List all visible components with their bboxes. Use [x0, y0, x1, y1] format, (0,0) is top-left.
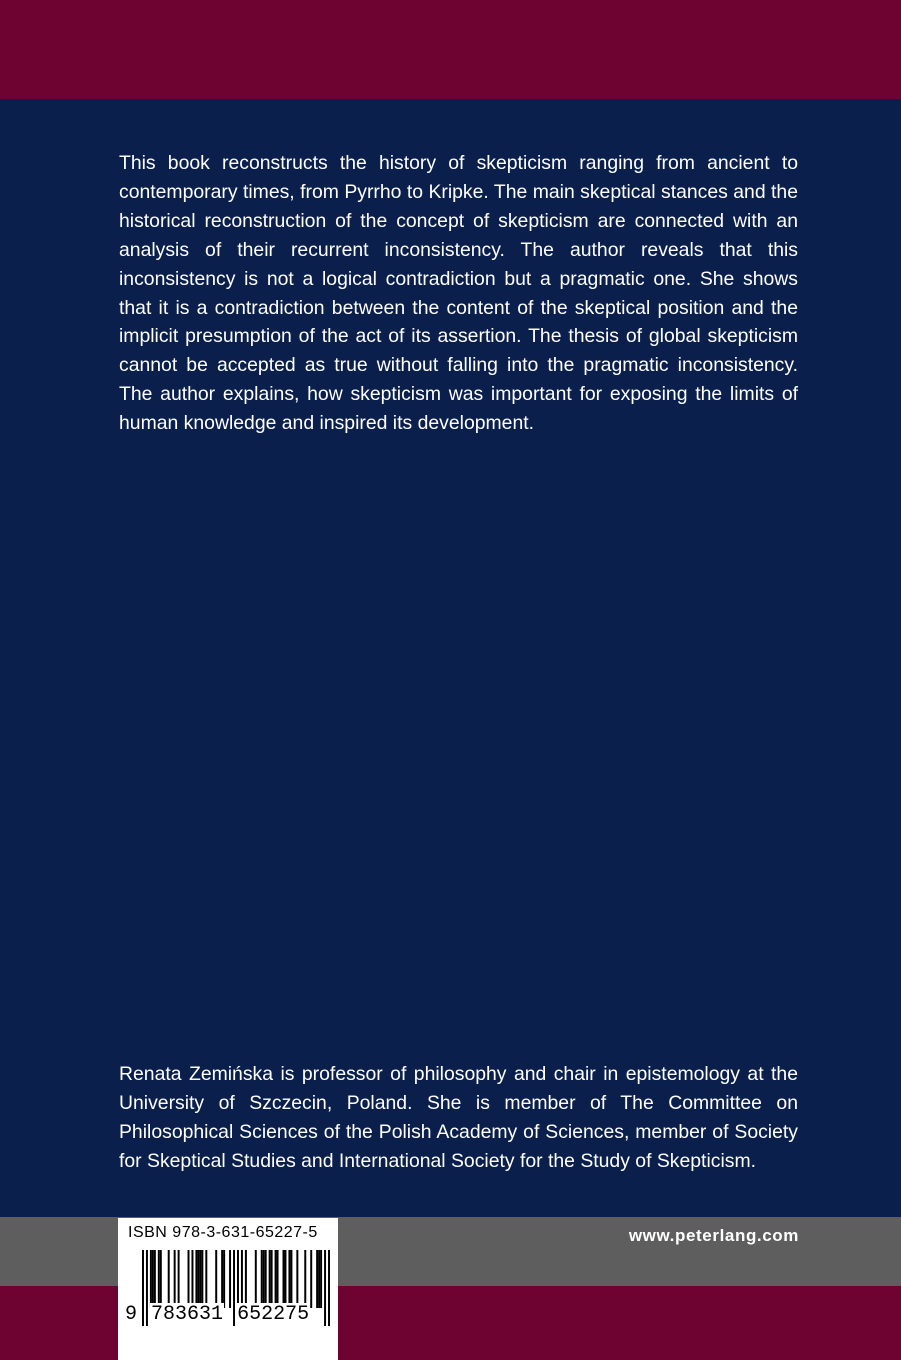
barcode-bar	[304, 1250, 306, 1308]
barcode-bar	[168, 1250, 170, 1308]
barcode-bar	[271, 1250, 273, 1308]
isbn-label: ISBN 978-3-631-65227-5	[128, 1224, 318, 1241]
barcode-bar	[197, 1250, 199, 1308]
author-bio: Renata Zemińska is professor of philosophy and chair in epistemology at the University of Szczecin, Poland. She is member of The Committee on Philosophical Sciences of the Polish Academy of Sciences, member of Society for Skeptical Studies and International Society for the Study of Skepticism.	[119, 1063, 798, 1172]
barcode-bar	[241, 1250, 243, 1308]
publisher-website: www.peterlang.com	[628, 1226, 799, 1245]
barcode-left-digits: 783631	[151, 1303, 224, 1326]
barcode-right-digits: 652275	[237, 1303, 310, 1326]
barcode-bar	[263, 1250, 265, 1308]
barcode-bar	[195, 1250, 197, 1308]
barcode-bar	[174, 1250, 176, 1308]
barcode-bar	[318, 1250, 320, 1308]
barcode-bar	[201, 1250, 203, 1308]
barcode-bar	[283, 1250, 285, 1308]
barcode-bar	[275, 1250, 277, 1308]
barcode-bar	[154, 1250, 156, 1308]
barcode-bar	[205, 1250, 207, 1308]
barcode-bar	[284, 1250, 286, 1308]
barcode-bar	[324, 1250, 326, 1326]
top-maroon-band	[0, 0, 901, 99]
barcode-bar	[265, 1250, 267, 1308]
barcode-bar	[229, 1250, 231, 1308]
barcode-bar	[288, 1250, 290, 1308]
barcode-bar	[320, 1250, 322, 1308]
book-description: This book reconstructs the history of skepticism ranging from ancient to contemporary times, from Pyrrho to Kripke. The main skeptical stances and the historical reconstruction of the concept of skepticism are connected with an analysis of their recurrent inconsistency. The author reveals that this inconsistency is not a logical contradiction but a pragmatic one. She shows that it is a contradiction between the content of the skeptical position and the implicit presumption of the act of its assertion. The thesis of global skepticism cannot be accepted as true without falling into the pragmatic inconsistency. The author explains, how skepticism was important for exposing the limits of human knowledge and inspired its development.	[119, 152, 798, 435]
barcode-bar	[269, 1250, 271, 1308]
barcode-bar	[215, 1250, 217, 1308]
barcode-digits	[124, 1303, 310, 1326]
barcode-bar	[223, 1250, 225, 1308]
barcode-bar	[150, 1250, 152, 1308]
barcode-bar	[158, 1250, 160, 1308]
barcode-bar	[296, 1250, 298, 1308]
barcode-bar	[255, 1250, 257, 1308]
barcode-bar	[188, 1250, 190, 1308]
barcode-bar	[152, 1250, 154, 1308]
barcode-bar	[191, 1250, 193, 1308]
barcode-bar	[199, 1250, 201, 1308]
barcode-bar	[245, 1250, 247, 1308]
barcode-bar	[277, 1250, 279, 1308]
barcode-box	[118, 1218, 338, 1360]
barcode-bar	[310, 1250, 312, 1308]
barcode-bar	[261, 1250, 263, 1308]
barcode-bar	[328, 1250, 330, 1326]
barcode-bar	[316, 1250, 318, 1308]
barcode-bar	[221, 1250, 223, 1308]
barcode-lead-digit: 9	[125, 1303, 138, 1326]
barcode-bar	[178, 1250, 180, 1308]
barcode-bar	[290, 1250, 292, 1308]
barcode-bar	[160, 1250, 162, 1308]
